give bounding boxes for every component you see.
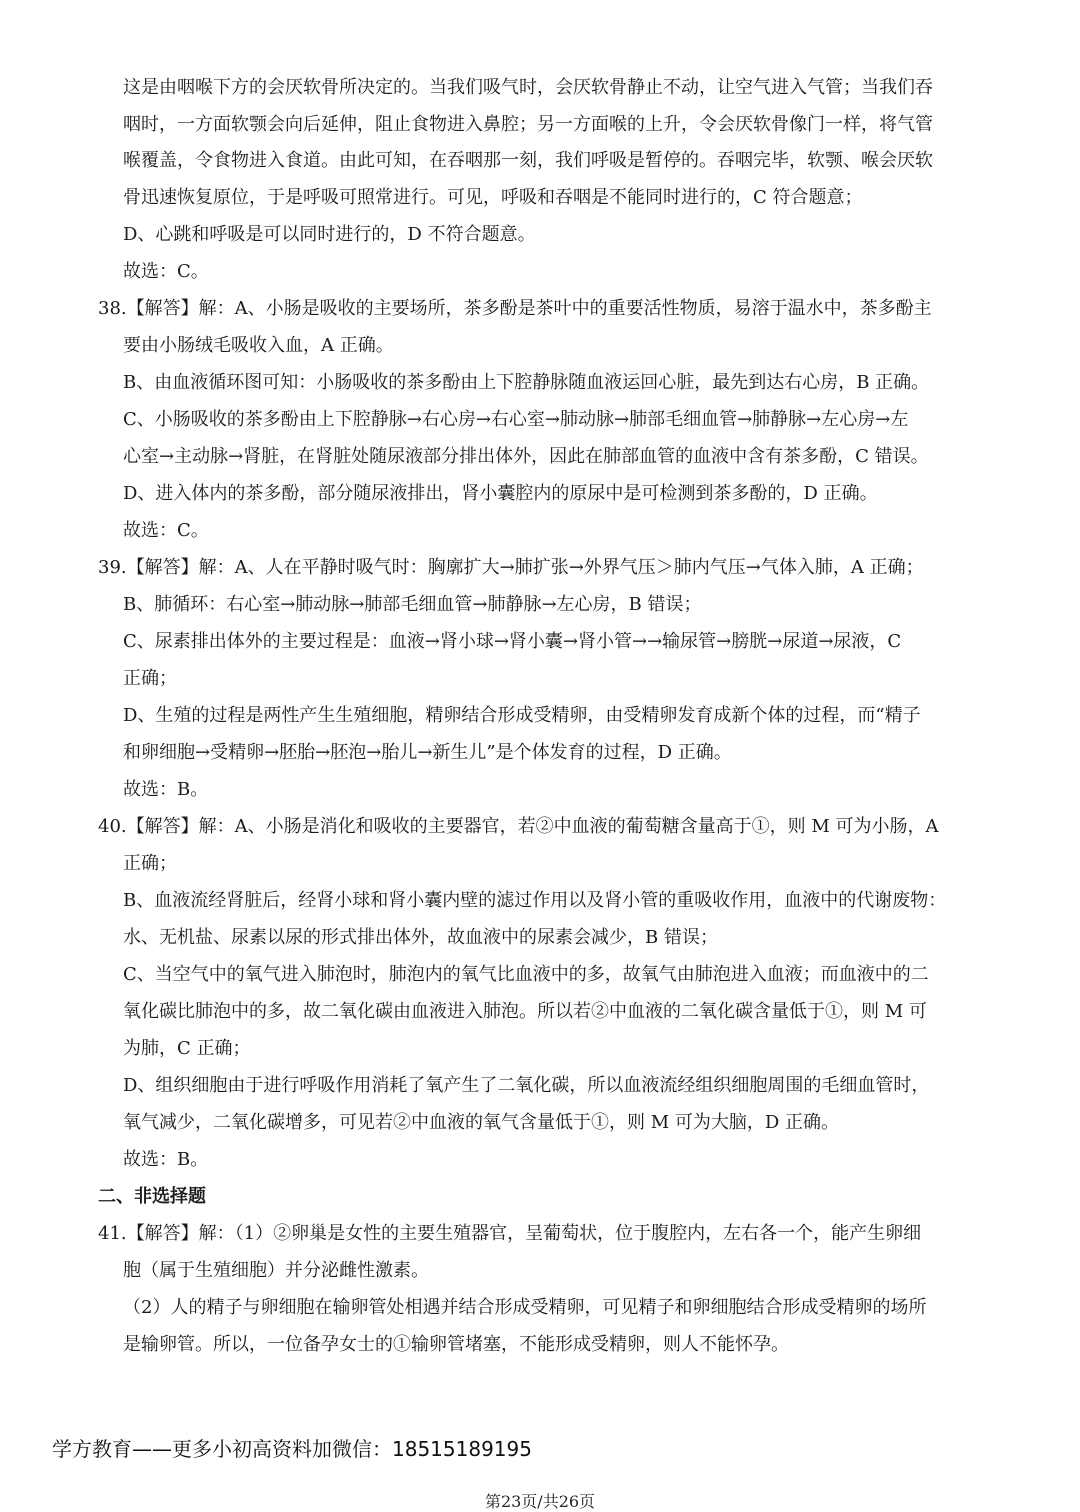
text-line: D、心跳和呼吸是可以同时进行的，D 不符合题意。 (123, 224, 536, 245)
text-line: D、组织细胞由于进行呼吸作用消耗了氧产生了二氧化碳，所以血液流经组织细胞周围的毛细血管时， (123, 1075, 930, 1096)
text-line: 喉覆盖，令食物进入食道。由此可知，在吞咽那一刻，我们呼吸是暂停的。吞咽完毕，软颚、喉会厌软 (123, 150, 933, 171)
text-line: D、进入体内的茶多酚，部分随尿液排出，肾小囊腔内的原尿中是可检测到茶多酚的，D 正确。 (123, 483, 878, 504)
question-41-heading-line: 41.【解答】解：（1）②卵巢是女性的主要生殖器官，呈葡萄状，位于腹腔内，左右各一个，能产生卵细 (98, 1223, 922, 1244)
text-line: 水、无机盐、尿素以尿的形式排出体外，故血液中的尿素会减少，B 错误； (123, 927, 718, 948)
section-heading: 二、非选择题 (98, 1186, 206, 1207)
text-line: 氧气减少，二氧化碳增多，可见若②中血液的氧气含量低于①，则 M 可为大脑，D 正确。 (123, 1112, 840, 1133)
text-line: 骨迅速恢复原位，于是呼吸可照常进行。可见，呼吸和吞咽是不能同时进行的，C 符合题意； (123, 187, 863, 208)
text-line: 和卵细胞→受精卵→胚胎→胚泡→胎儿→新生儿”是个体发育的过程，D 正确。 (123, 742, 732, 763)
text-line: B、由血液循环图可知：小肠吸收的茶多酚由上下腔静脉随血液运回心脏，最先到达右心房，B 正确。 (123, 372, 930, 393)
page-number: 第23页/共26页 (484, 1492, 596, 1511)
question-39-heading-line: 39.【解答】解：A、人在平静时吸气时：胸廓扩大→肺扩张→外界气压＞肺内气压→气体入肺，A 正确； (98, 557, 924, 578)
text-line: （2）人的精子与卵细胞在输卵管处相遇并结合形成受精卵，可见精子和卵细胞结合形成受精卵的场所 (123, 1297, 927, 1318)
text-line: B、肺循环：右心室→肺动脉→肺部毛细血管→肺静脉→左心房，B 错误； (123, 594, 702, 615)
answer-line: 故选：B。 (123, 779, 209, 800)
text-line: C、当空气中的氧气进入肺泡时，肺泡内的氧气比血液中的多，故氧气由肺泡进入血液；而血液中的二 (123, 964, 929, 985)
text-line: 为肺，C 正确； (123, 1038, 251, 1059)
text-line: 胞（属于生殖细胞）并分泌雌性激素。 (123, 1260, 429, 1281)
text-line: C、小肠吸收的茶多酚由上下腔静脉→右心房→右心室→肺动脉→肺部毛细血管→肺静脉→左心房→左 (123, 409, 909, 430)
answer-line: 故选：C。 (123, 520, 209, 541)
text-line: 氧化碳比肺泡中的多，故二氧化碳由血液进入肺泡。所以若②中血液的二氧化碳含量低于①，则 M 可 (123, 1001, 927, 1022)
text-line: 正确； (123, 668, 177, 689)
answer-line: 故选：C。 (123, 261, 209, 282)
text-line: 正确； (123, 853, 177, 874)
text-line: C、尿素排出体外的主要过程是：血液→肾小球→肾小囊→肾小管→→输尿管→膀胱→尿道→尿液，C (123, 631, 902, 652)
text-line: B、血液流经肾脏后，经肾小球和肾小囊内壁的滤过作用以及肾小管的重吸收作用，血液中的代谢废物： (123, 890, 947, 911)
text-line: 是输卵管。所以，一位备孕女士的①输卵管堵塞，不能形成受精卵，则人不能怀孕。 (123, 1334, 789, 1355)
text-line: 这是由咽喉下方的会厌软骨所决定的。当我们吸气时，会厌软骨静止不动，让空气进入气管；当我们吞 (123, 77, 933, 98)
question-40-heading-line: 40.【解答】解：A、小肠是消化和吸收的主要器官，若②中血液的葡萄糖含量高于①，则 M 可为小肠，A (98, 816, 939, 837)
question-38-heading-line: 38.【解答】解：A、小肠是吸收的主要场所，茶多酚是茶叶中的重要活性物质，易溶于温水中，茶多酚主 (98, 298, 932, 319)
text-line: 要由小肠绒毛吸收入血，A 正确。 (123, 335, 394, 356)
text-line: D、生殖的过程是两性产生生殖细胞，精卵结合形成受精卵，由受精卵发育成新个体的过程，而“精子 (123, 705, 921, 726)
footer-advertisement: 学方教育——更多小初高资料加微信：18515189195 (52, 1437, 532, 1461)
answer-line: 故选：B。 (123, 1149, 209, 1170)
text-line: 心室→主动脉→肾脏，在肾脏处随尿液部分排出体外，因此在肺部血管的血液中含有茶多酚，C 错误。 (123, 446, 929, 467)
text-line: 咽时，一方面软颚会向后延伸，阻止食物进入鼻腔；另一方面喉的上升，令会厌软骨像门一样，将气管 (123, 114, 933, 135)
